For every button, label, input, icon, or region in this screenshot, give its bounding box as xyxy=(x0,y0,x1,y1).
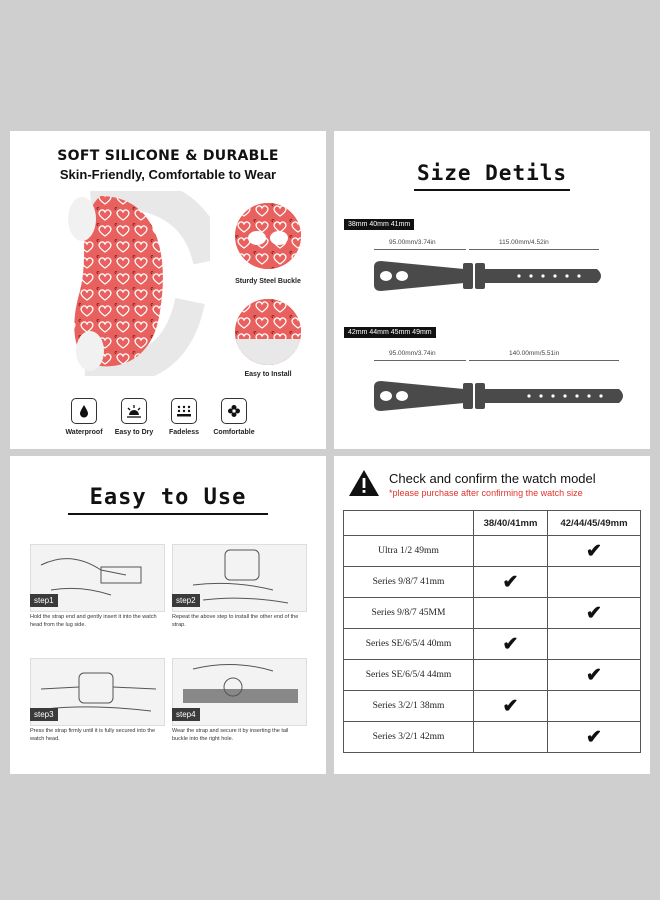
feature-subtitle: Skin-Friendly, Comfortable to Wear xyxy=(59,167,277,182)
small-size-cell xyxy=(474,660,548,691)
size-panel xyxy=(334,131,650,449)
large-size-cell xyxy=(548,660,641,691)
install-caption: Easy to Install xyxy=(244,371,292,378)
small-size-cell xyxy=(474,722,548,753)
feature-easy-dry xyxy=(108,398,160,436)
feature-fadeless xyxy=(158,398,210,436)
table-row xyxy=(344,629,641,660)
header-large: 42/44/45/49mm xyxy=(548,511,641,536)
model-cell: Series 9/8/7 41mm xyxy=(344,567,474,598)
feature-label: Comfortable xyxy=(213,429,255,436)
table-row xyxy=(344,598,641,629)
compat-note: *please purchase after confirming the watch size xyxy=(389,488,583,498)
step4-desc: Wear the strap and secure it by inserting the tail buckle into the right hole. xyxy=(172,728,289,742)
strap-small xyxy=(369,259,609,293)
check-icon: ✔ xyxy=(502,633,519,655)
step3-tag: step3 xyxy=(30,708,58,721)
header-model xyxy=(344,511,474,536)
compatibility-panel xyxy=(334,456,650,774)
warning-icon xyxy=(348,469,380,497)
dim-long-small: 115.00mm/4.52in xyxy=(499,239,549,246)
table-row xyxy=(344,567,641,598)
dim-line xyxy=(469,249,599,250)
step4-tag: step4 xyxy=(172,708,200,721)
small-size-cell xyxy=(474,691,548,722)
model-cell: Series 3/2/1 38mm xyxy=(344,691,474,722)
compat-table xyxy=(343,510,641,753)
size-tag-small: 38mm 40mm 41mm xyxy=(344,219,414,230)
large-size-cell xyxy=(548,629,641,660)
usage-title: Easy to Use xyxy=(89,485,247,510)
step1-desc: Hold the strap end and gently insert it into the watch head from the lug side. xyxy=(30,614,157,628)
large-size-cell xyxy=(548,722,641,753)
step2-desc: Repeat the above step to install the other end of the strap. xyxy=(172,614,299,628)
title-underline xyxy=(68,513,268,515)
large-size-cell xyxy=(548,567,641,598)
title-underline xyxy=(414,189,570,191)
small-size-cell xyxy=(474,536,548,567)
sun-icon xyxy=(126,404,142,418)
feature-label: Fadeless xyxy=(169,429,199,436)
check-icon: ✔ xyxy=(502,571,519,593)
model-cell: Series SE/6/5/4 44mm xyxy=(344,660,474,691)
table-row xyxy=(344,536,641,567)
table-row xyxy=(344,691,641,722)
check-icon: ✔ xyxy=(586,540,602,562)
small-size-cell xyxy=(474,567,548,598)
header-small: 38/40/41mm xyxy=(474,511,548,536)
buckle-caption: Sturdy Steel Buckle xyxy=(235,278,301,285)
dim-line xyxy=(374,249,466,250)
small-size-cell xyxy=(474,598,548,629)
feature-label: Easy to Dry xyxy=(114,429,154,436)
dots-grid-icon xyxy=(176,404,192,418)
band-illustration xyxy=(60,191,210,376)
feature-waterproof xyxy=(58,398,110,436)
step2-tag: step2 xyxy=(172,594,200,607)
model-cell: Series 3/2/1 42mm xyxy=(344,722,474,753)
strap-large xyxy=(369,379,629,413)
large-size-cell xyxy=(548,536,641,567)
install-closeup xyxy=(235,299,301,365)
model-cell: Series 9/8/7 45MM xyxy=(344,598,474,629)
large-size-cell xyxy=(548,598,641,629)
check-icon: ✔ xyxy=(586,726,602,748)
feature-panel xyxy=(10,131,326,449)
flower-icon xyxy=(227,404,241,418)
dim-line xyxy=(374,360,466,361)
size-title: Size Detils xyxy=(416,161,568,185)
size-tag-large: 42mm 44mm 45mm 49mm xyxy=(344,327,436,338)
dim-short-large: 95.00mm/3.74in xyxy=(389,350,436,357)
model-cell: Ultra 1/2 49mm xyxy=(344,536,474,567)
dim-short-small: 95.00mm/3.74in xyxy=(389,239,436,246)
compat-heading: Check and confirm the watch model xyxy=(389,471,596,486)
buckle-closeup xyxy=(235,203,301,269)
step1-tag: step1 xyxy=(30,594,58,607)
check-icon: ✔ xyxy=(586,602,602,624)
table-row xyxy=(344,660,641,691)
water-drop-icon xyxy=(77,404,91,418)
dim-long-large: 140.00mm/5.51in xyxy=(509,350,560,357)
usage-panel xyxy=(10,456,326,774)
table-header-row xyxy=(344,511,641,536)
check-icon: ✔ xyxy=(586,664,602,686)
dim-line xyxy=(469,360,619,361)
small-size-cell xyxy=(474,629,548,660)
model-cell: Series SE/6/5/4 40mm xyxy=(344,629,474,660)
large-size-cell xyxy=(548,691,641,722)
check-icon: ✔ xyxy=(502,695,519,717)
step3-desc: Press the strap firmly until it is fully secured into the watch head. xyxy=(30,728,156,742)
feature-comfortable xyxy=(208,398,260,436)
table-row xyxy=(344,722,641,753)
feature-title: SOFT SILICONE & DURABLE xyxy=(57,148,279,164)
feature-label: Waterproof xyxy=(65,429,103,436)
